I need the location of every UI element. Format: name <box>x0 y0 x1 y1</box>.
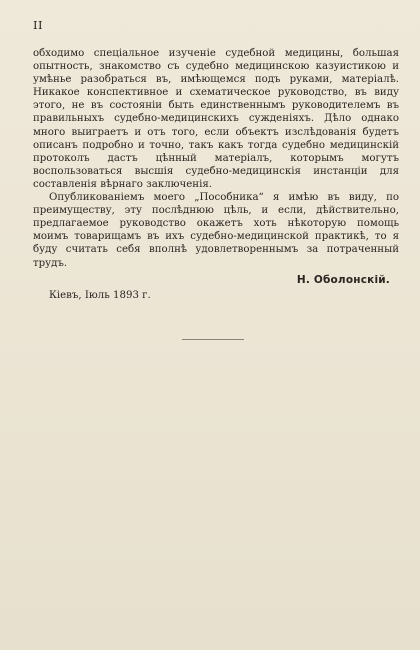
paragraph-continued: обходимо спеціальное изученіе судебной медицины, большая опытность, знакомство съ судебно медицинскою казуистикою и умѣнье разобраться въ, имѣющемся подъ руками, матеріалѣ. Никакое конспективное и схематическое руководство, въ виду этого, не въ состояніи быть единственнымъ руководителемъ въ правильныхъ судебно-медицинскихъ сужденіяхъ. Дѣло однако много выиграетъ и отъ того, если объектъ изслѣдованія будетъ описанъ подробно и точно, такъ какъ тогда судебно медицинскій протоколъ дастъ цѣнный матеріалъ, которымъ могутъ воспользоваться высшія судебно-медицинскія инстанціи для составленія вѣрнаго заключенія. <box>33 48 399 190</box>
page-number: II <box>33 18 44 32</box>
section-divider <box>182 339 244 340</box>
paragraph: Опубликованіемъ моего „Пособника“ я имѣю въ виду, по преимуществу, эту послѣднюю цѣль, и если, дѣйствительно, предлагаемое руководство окажетъ хоть нѣкоторую помощь моимъ товарищамъ въ ихъ судебно-медицинской практикѣ, то я буду считать себя вполнѣ удовлетвореннымъ за потраченный трудъ. <box>33 192 399 269</box>
preface-text <box>33 47 399 270</box>
place-and-date: Кіевъ, Іюль 1893 г. <box>49 290 151 301</box>
author-signature: Н. Оболонскій. <box>296 274 390 286</box>
